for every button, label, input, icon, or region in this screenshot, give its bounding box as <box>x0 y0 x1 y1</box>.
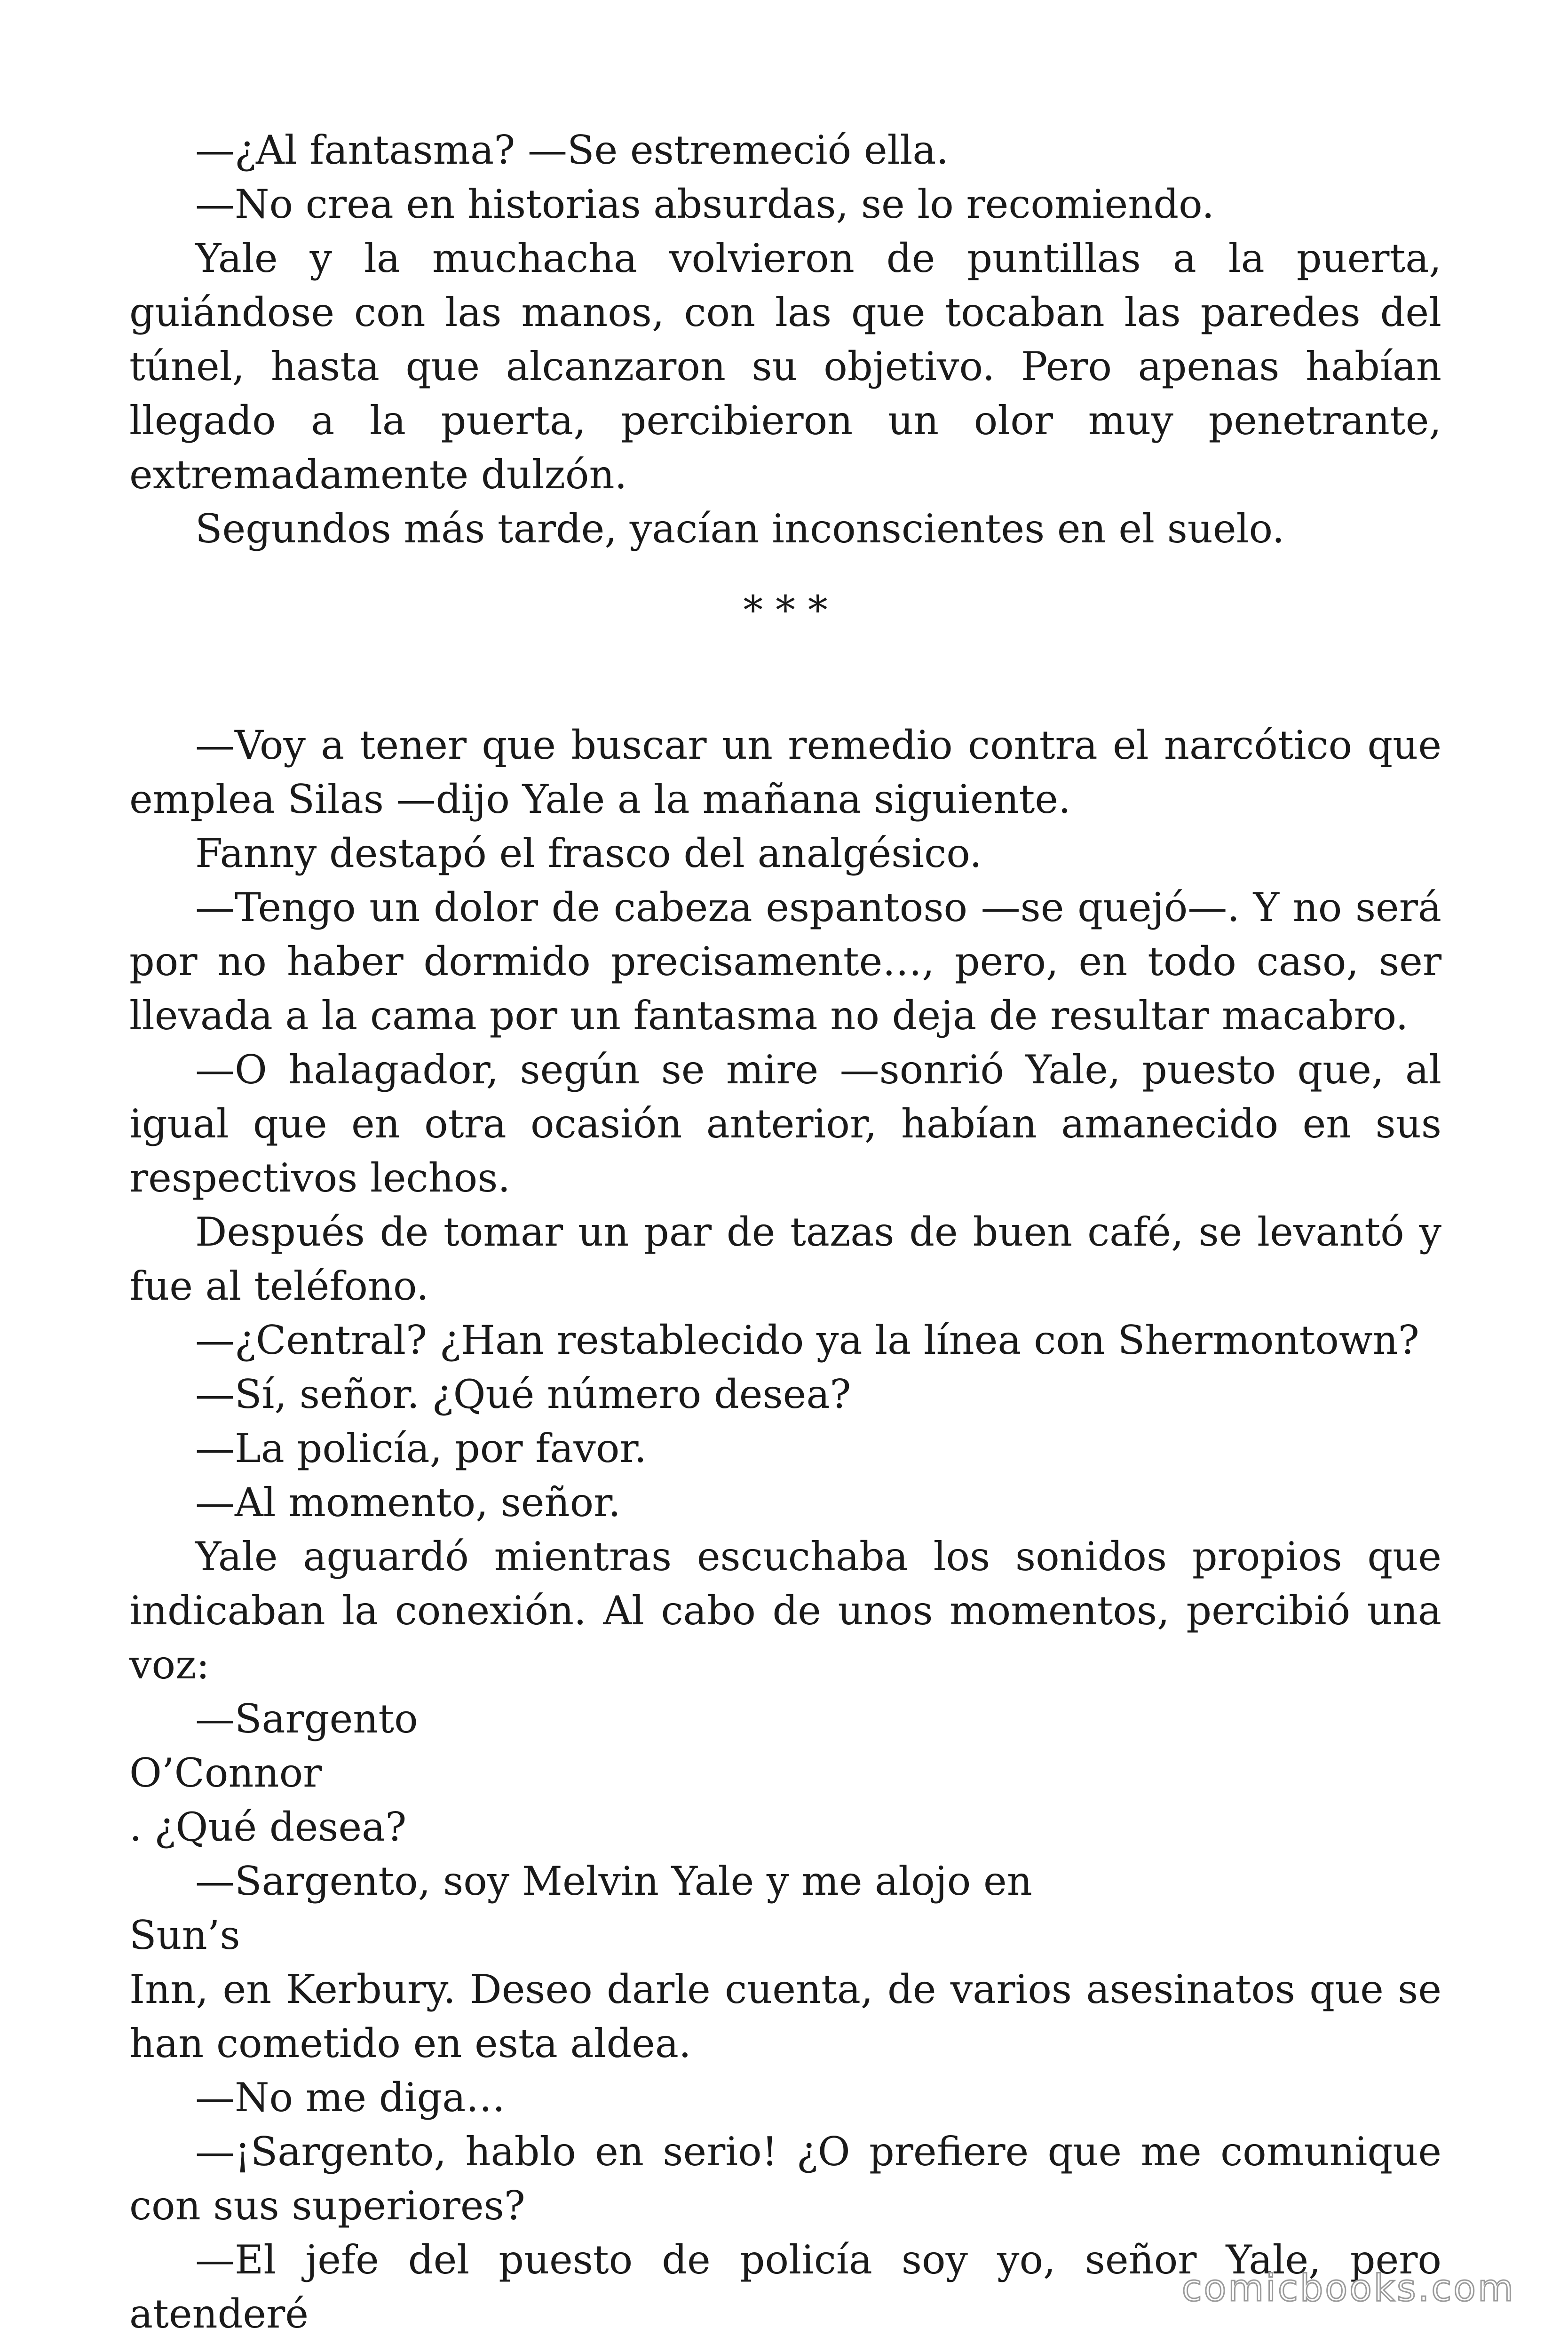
separator-asterisks: * * * <box>743 587 828 633</box>
paragraph: —Tengo un dolor de cabeza espantoso —se quejó—. Y no será por no haber dormido precisamente…, pero, en todo caso, ser llevada a la cama por un fantasma no deja de resultar macabro. <box>129 884 1441 1039</box>
paragraph: —No me diga… <box>195 2074 506 2121</box>
paragraph: —¿Central? ¿Han restablecido ya la línea con Shermontown? <box>195 1317 1419 1363</box>
paragraph: —¡Sargento, hablo en serio! ¿O prefiere que me comunique con sus superiores? <box>129 2129 1441 2229</box>
paragraph: —¿Al fantasma? —Se estremeció ella. <box>195 127 949 173</box>
paragraph: —Sí, señor. ¿Qué número desea? <box>195 1371 851 1417</box>
text-line: Sun’s <box>129 1912 240 1958</box>
paragraph: —El jefe del puesto de policía soy yo, señor Yale, pero atenderé <box>129 2237 1441 2337</box>
paragraph: Después de tomar un par de tazas de buen café, se levantó y fue al teléfono. <box>129 1209 1441 1309</box>
section-separator <box>129 556 1441 718</box>
text-line: —Sargento, soy Melvin Yale y me alojo en <box>195 1858 1032 1904</box>
paragraph: —O halagador, según se mire —sonrió Yale, puesto que, al igual que en otra ocasión anterior, habían amanecido en sus respectivos lechos. <box>129 1047 1441 1201</box>
paragraph: —Voy a tener que buscar un remedio contra el narcótico que emplea Silas —dijo Yale a la mañana siguiente. <box>129 722 1441 822</box>
paragraph: Inn, en Kerbury. Deseo darle cuenta, de varios asesinatos que se han cometido en esta aldea. <box>129 1966 1441 2066</box>
paragraph: Yale aguardó mientras escuchaba los sonidos propios que indicaban la conexión. Al cabo de unos momentos, percibió una voz: <box>129 1534 1441 1688</box>
paragraph: —No crea en historias absurdas, se lo recomiendo. <box>195 181 1214 227</box>
text-line: . ¿Qué desea? <box>129 1804 407 1850</box>
watermark: comicbooks.com <box>1181 2267 1515 2310</box>
paragraph: —Al momento, señor. <box>195 1479 621 1526</box>
paragraph: Fanny destapó el frasco del analgésico. <box>195 830 982 876</box>
paragraph: —La policía, por favor. <box>195 1425 647 1471</box>
text-line: —Sargento <box>195 1696 418 1742</box>
paragraph: Segundos más tarde, yacían inconscientes en el suelo. <box>195 506 1285 552</box>
page-text <box>129 123 1441 2341</box>
text-line: O’Connor <box>129 1750 322 1796</box>
paragraph: Yale y la muchacha volvieron de puntillas a la puerta, guiándose con las manos, con las que tocaban las paredes del túnel, hasta que alcanzaron su objetivo. Pero apenas habían llegado a la puerta, percibieron un olor muy penetrante, extremadamente dulzón. <box>129 235 1441 498</box>
